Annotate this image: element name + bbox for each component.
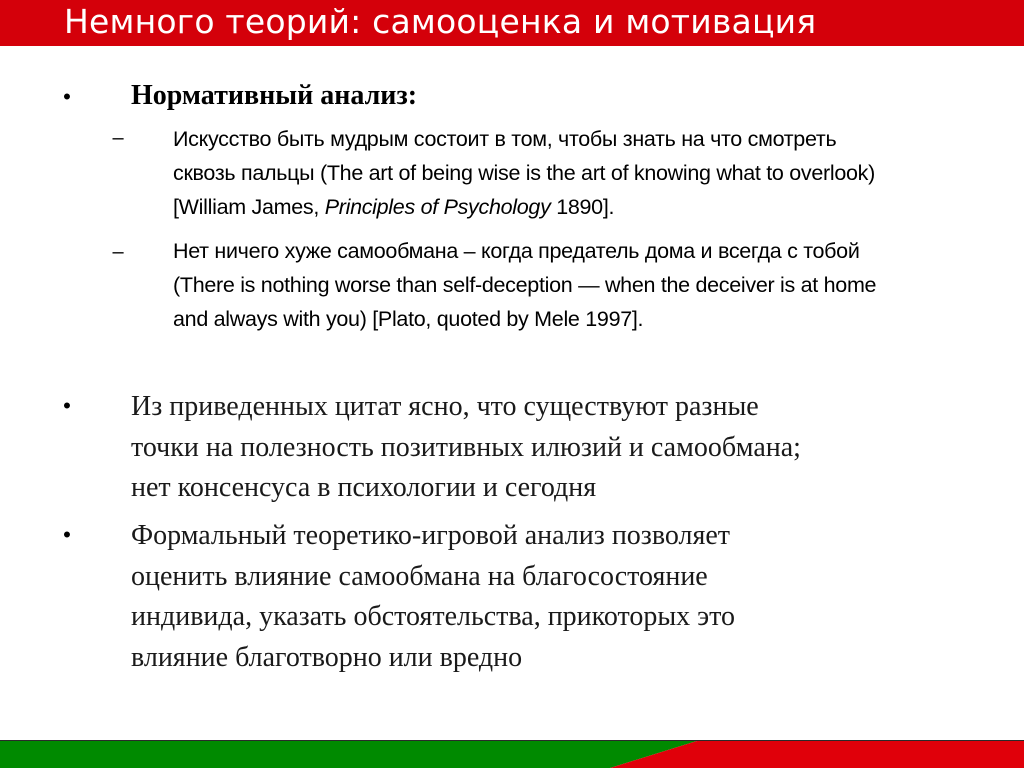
point-line: точки на полезность позитивных илюзий и самообмана; <box>131 431 801 463</box>
quote-plato <box>173 234 973 336</box>
point-line: индивида, указать обстоятельства, прикоторых это <box>131 601 736 632</box>
quote-citation <box>173 190 973 224</box>
quote-line: сквозь пальцы (The art of being wise is the art of knowing what to overlook) <box>173 161 875 185</box>
point-line: Формальный теоретико-игровой анализ позволяет <box>131 520 731 551</box>
point-line: нет консенсуса в психологии и сегодня <box>131 472 597 503</box>
formal-analysis-point <box>131 516 951 678</box>
quote-line: Нет ничего хуже самообмана – когда предатель дома и всегда с тобой <box>173 239 860 263</box>
quote-line: and always with you) [Plato, quoted by Mele 1997]. <box>173 307 644 331</box>
bullet-marker: • <box>63 393 71 418</box>
citation-book-title: Principles of Psychology <box>324 195 551 219</box>
quote-james <box>173 122 973 224</box>
bullet-marker: • <box>63 84 71 109</box>
conclusion-point <box>131 387 951 509</box>
point-line: Из приведенных цитат ясно, что существуют разные <box>131 391 759 422</box>
quote-line: Искусство быть мудрым состоит в том, чтобы знать на что смотреть <box>173 127 837 151</box>
dash-marker: – <box>112 241 124 263</box>
slide-title: Немного теорий: самооценка и мотивация <box>64 2 817 41</box>
footer-green-band <box>0 740 700 768</box>
footer-stripe <box>0 740 1024 768</box>
citation-suffix: 1890]. <box>550 195 615 219</box>
point-line: оценить влияние самообмана на благосостояние <box>131 560 708 592</box>
dash-marker: – <box>112 127 124 149</box>
bullet-marker: • <box>63 522 71 547</box>
section-heading: Нормативный анализ: <box>131 80 418 111</box>
point-line: влияние благотворно или вредно <box>131 641 523 673</box>
quote-line: (There is nothing worse than self-deception — when the deceiver is at home <box>173 273 877 297</box>
citation-prefix: [William James, <box>173 195 325 219</box>
